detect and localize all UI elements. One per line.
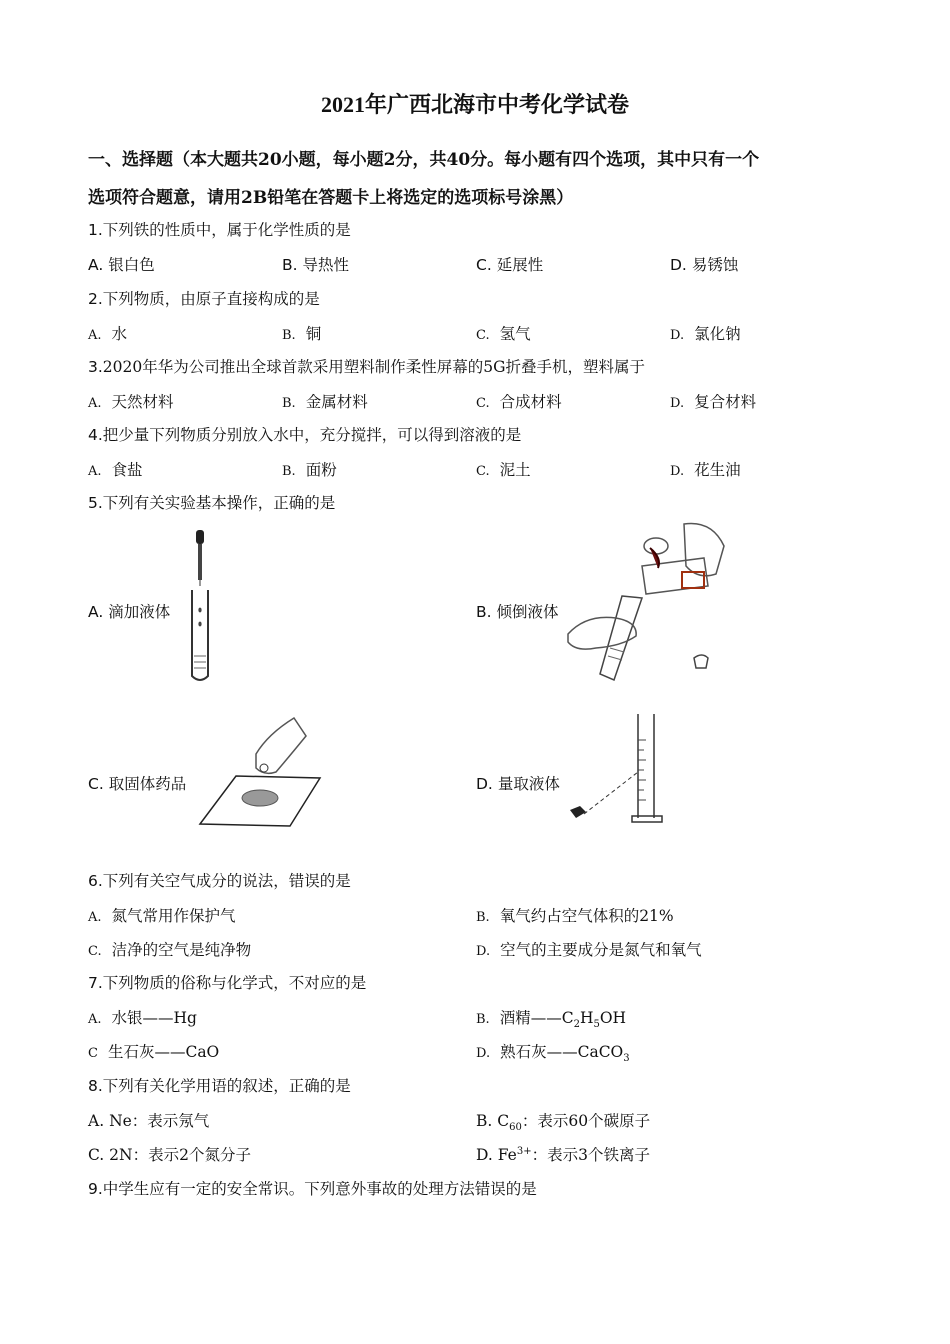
- question-text: 把少量下列物质分别放入水中，充分搅拌，可以得到溶液的是: [102, 426, 522, 444]
- q1-option-d[interactable]: D. 易锈蚀: [670, 256, 739, 274]
- q2-option-d[interactable]: D. 氯化钠: [670, 325, 741, 343]
- question-4: [88, 423, 521, 445]
- q6-option-b[interactable]: B. 氧气约占空气体积的21%: [476, 907, 674, 925]
- taking-solid-image: [198, 714, 322, 828]
- q7-option-d[interactable]: D. 熟石灰——CaCO$_3$: [476, 1043, 630, 1065]
- question-text: 2020年华为公司推出全球首款采用塑料制作柔性屏幕的5G折叠手机，塑料属于: [102, 358, 645, 376]
- q2-option-a[interactable]: A. 水: [88, 325, 128, 343]
- question-number: 7.: [88, 974, 103, 992]
- q5-option-a[interactable]: A. 滴加液体: [88, 603, 171, 621]
- section-heading-line-1: 一、选择题（本大题共20小题，每小题2分，共40分。每小题有四个选项，其中只有一个: [88, 150, 760, 170]
- q4-option-c[interactable]: C. 泥土: [476, 461, 531, 479]
- question-number: 6.: [88, 872, 103, 890]
- question-number: 4.: [88, 426, 103, 444]
- question-9: [88, 1177, 537, 1199]
- measuring-cylinder-image: [564, 710, 674, 832]
- question-8: [88, 1074, 351, 1096]
- q7-option-a[interactable]: A. 水银——Hg: [88, 1009, 197, 1027]
- question-text: 中学生应有一定的安全常识。下列意外事故的处理方法错误的是: [102, 1180, 537, 1198]
- q8-option-b[interactable]: B. $C_{60}$：表示60个碳原子: [476, 1112, 651, 1134]
- q6-option-c[interactable]: C. 洁净的空气是纯净物: [88, 941, 252, 959]
- question-number: 8.: [88, 1077, 103, 1095]
- q3-option-d[interactable]: D. 复合材料: [670, 393, 757, 411]
- question-number: 2.: [88, 290, 103, 308]
- question-text: 下列物质，由原子直接构成的是: [102, 290, 320, 308]
- question-text: 下列有关空气成分的说法，错误的是: [102, 872, 351, 890]
- q7-option-c[interactable]: C 生石灰——CaO: [88, 1043, 220, 1061]
- q5-option-c[interactable]: C. 取固体药品: [88, 775, 187, 793]
- dropper-test-tube-image: [186, 528, 216, 684]
- q8-option-c[interactable]: C. 2N：表示2个氮分子: [88, 1146, 251, 1164]
- q8-option-a[interactable]: A. Ne：表示氖气: [88, 1112, 210, 1130]
- q2-option-b[interactable]: B. 铜: [282, 325, 322, 343]
- page-title: 2021年广西北海市中考化学试卷: [320, 92, 629, 117]
- q3-option-c[interactable]: C. 合成材料: [476, 393, 562, 411]
- q8-option-d[interactable]: D. $Fe^{3+}$：表示3个铁离子: [476, 1145, 650, 1164]
- question-text: 下列有关实验基本操作，正确的是: [102, 494, 336, 512]
- question-number: 1.: [88, 221, 103, 239]
- q1-option-b[interactable]: B. 导热性: [282, 256, 350, 274]
- question-text: 下列有关化学用语的叙述，正确的是: [102, 1077, 351, 1095]
- pouring-liquid-image: [566, 518, 734, 686]
- q4-option-d[interactable]: D. 花生油: [670, 461, 741, 479]
- question-number: 9.: [88, 1180, 103, 1198]
- question-3: [88, 355, 645, 377]
- section-heading-line-2: 选项符合题意，请用2B铅笔在答题卡上将选定的选项标号涂黑）: [88, 188, 574, 208]
- question-1: [88, 218, 351, 240]
- question-number: 5.: [88, 494, 103, 512]
- q4-option-b[interactable]: B. 面粉: [282, 461, 337, 479]
- question-2: [88, 287, 320, 309]
- q2-option-c[interactable]: C. 氢气: [476, 325, 531, 343]
- question-6: [88, 869, 351, 891]
- q1-option-a[interactable]: A. 银白色: [88, 256, 155, 274]
- q6-option-d[interactable]: D. 空气的主要成分是氮气和氧气: [476, 941, 702, 959]
- q6-option-a[interactable]: A. 氮气常用作保护气: [88, 907, 236, 925]
- q3-option-a[interactable]: A. 天然材料: [88, 393, 174, 411]
- question-text: 下列铁的性质中，属于化学性质的是: [102, 221, 351, 239]
- question-number: 3.: [88, 358, 103, 376]
- question-7: [88, 971, 366, 993]
- q4-option-a[interactable]: A. 食盐: [88, 461, 143, 479]
- q7-option-b[interactable]: B. 酒精$——C_2H_5OH$: [476, 1009, 627, 1031]
- question-text: 下列物质的俗称与化学式，不对应的是: [102, 974, 367, 992]
- q5-option-b[interactable]: B. 倾倒液体: [476, 603, 559, 621]
- q3-option-b[interactable]: B. 金属材料: [282, 393, 368, 411]
- q5-option-d[interactable]: D. 量取液体: [476, 775, 560, 793]
- q1-option-c[interactable]: C. 延展性: [476, 256, 544, 274]
- question-5: [88, 491, 335, 513]
